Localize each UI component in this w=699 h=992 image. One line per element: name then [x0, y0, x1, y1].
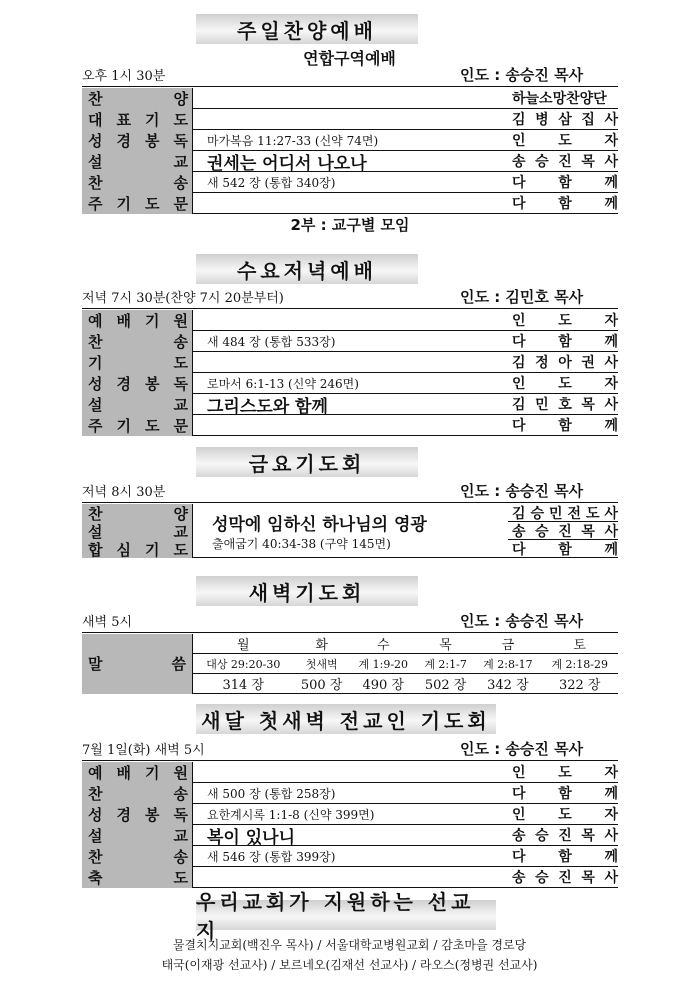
label-char: 찬 — [88, 785, 103, 803]
label-char: 심 — [116, 540, 131, 559]
label-char: 도 — [173, 111, 188, 129]
label-char: 경 — [116, 375, 131, 393]
dawn-day: 월 — [193, 634, 294, 654]
person-char: 다 — [512, 541, 526, 558]
person-char: 아 — [558, 355, 572, 371]
person-char: 께 — [604, 334, 618, 350]
sunday-row-content — [192, 193, 508, 214]
person-char: 함 — [558, 541, 572, 558]
dawn-hymn: 500 장 — [294, 674, 350, 694]
person-char: 다 — [512, 334, 526, 350]
label-char: 기 — [116, 417, 131, 435]
label-char: 성 — [88, 375, 103, 393]
wednesday-row-content: 로마서 6:1-13 (신약 246면) — [192, 373, 508, 394]
missions-line-2: 태국(이재광 선교사) / 보르네오(김재선 선교사) / 라오스(정병권 선교사) — [161, 958, 538, 972]
label-char: 도 — [173, 540, 188, 559]
person-char: 목 — [581, 870, 595, 886]
dawn-hymn: 342 장 — [474, 674, 541, 694]
dawn-hymn: 490 장 — [350, 674, 417, 694]
sunday-row-label — [82, 130, 192, 151]
firstdawn-row-label — [82, 762, 192, 783]
label-char: 설 — [88, 153, 103, 171]
label-char: 예 — [88, 312, 103, 330]
firstdawn-row — [82, 825, 618, 846]
friday-header — [82, 482, 618, 503]
wednesday-row-person — [508, 331, 618, 352]
friday-title: 금요기도회 — [196, 447, 418, 477]
person-char: 께 — [604, 849, 618, 865]
firstdawn-header — [82, 740, 618, 761]
firstdawn-row-content: 새 546 장 (통합 399장) — [192, 846, 508, 867]
label-char: 배 — [116, 764, 131, 782]
wednesday-row-label — [82, 352, 192, 373]
person-char: 사 — [604, 828, 618, 844]
wednesday-row-content: 새 484 장 (통합 533장) — [192, 331, 508, 352]
person-char: 다 — [512, 196, 526, 212]
label-char: 말 — [88, 655, 103, 674]
wednesday-row-label — [82, 331, 192, 352]
sunday-header — [82, 66, 618, 87]
label-char: 주 — [88, 417, 103, 435]
wednesday-row-content: 그리스도와 함께 — [192, 394, 508, 415]
person-char: 사 — [604, 505, 618, 522]
label-char: 성 — [88, 132, 103, 150]
wednesday-row-person — [508, 415, 618, 436]
label-char: 문 — [173, 417, 188, 435]
firstdawn-title: 새달 첫새벽 전교인 기도회 — [196, 704, 496, 734]
firstdawn-row-label — [82, 825, 192, 846]
wednesday-row-content — [192, 352, 508, 373]
sunday-row-person — [508, 151, 618, 172]
person-char: 께 — [604, 541, 618, 558]
sunday-row — [82, 88, 618, 109]
firstdawn-row-label — [82, 846, 192, 867]
person-char: 도 — [558, 376, 572, 392]
sunday-row-content — [192, 109, 508, 130]
person-char: 승 — [535, 154, 549, 170]
person-char: 인 — [512, 765, 526, 781]
person-char: 께 — [604, 175, 618, 191]
person-char: 호 — [558, 397, 572, 413]
wednesday-row — [82, 352, 618, 373]
label-char: 양 — [173, 504, 188, 523]
person-char: 자 — [604, 313, 618, 329]
person-char: 승 — [530, 505, 545, 522]
sunday-row — [82, 172, 618, 193]
wednesday-row-person — [508, 373, 618, 394]
firstdawn-row — [82, 867, 618, 888]
firstdawn-row-person — [508, 867, 618, 888]
label-char: 찬 — [88, 174, 103, 192]
firstdawn-row — [82, 804, 618, 825]
person-char: 인 — [512, 807, 526, 823]
label-char: 축 — [88, 869, 103, 887]
person-char: 다 — [512, 175, 526, 191]
person-char: 송 — [512, 523, 526, 540]
sunday-row-person — [508, 109, 618, 130]
wednesday-header — [82, 288, 618, 309]
person-char: 정 — [535, 355, 549, 371]
wednesday-row — [82, 394, 618, 415]
dawn-day: 목 — [417, 634, 475, 654]
person-char: 다 — [512, 786, 526, 802]
sunday-row-person — [508, 88, 618, 109]
label-char: 봉 — [145, 375, 160, 393]
label-char: 송 — [173, 785, 188, 803]
sunday-row-content — [192, 88, 508, 109]
label-char: 독 — [173, 806, 188, 824]
dawn-day: 수 — [350, 634, 417, 654]
person-char: 사 — [604, 112, 618, 128]
sunday-title: 주일찬양예배 — [196, 14, 418, 44]
missions-title: 우리교회가 지원하는 선교지 — [196, 900, 496, 930]
person-char: 다 — [512, 849, 526, 865]
wednesday-row-person — [508, 394, 618, 415]
label-char: 기 — [145, 764, 160, 782]
label-char: 배 — [116, 312, 131, 330]
person-char: 함 — [558, 334, 572, 350]
person-char: 자 — [604, 765, 618, 781]
person-char: 도 — [558, 133, 572, 149]
friday-sermon-title: 성막에 임하신 하나님의 영광 — [212, 515, 427, 535]
dawn-passage: 첫새벽 — [294, 654, 350, 674]
label-char: 표 — [116, 111, 131, 129]
firstdawn-row-label — [82, 783, 192, 804]
sunday-row — [82, 151, 618, 172]
label-char: 대 — [88, 111, 103, 129]
friday-row-label — [82, 540, 192, 558]
dawn-day: 금 — [474, 634, 541, 654]
person-char: 함 — [558, 418, 572, 434]
person-char: 승 — [535, 523, 549, 540]
person-char: 목 — [581, 397, 595, 413]
person-char: 인 — [512, 376, 526, 392]
wednesday-row-label — [82, 394, 192, 415]
person-char: 송 — [512, 828, 526, 844]
person-char: 인 — [512, 133, 526, 149]
person-char: 민 — [535, 397, 549, 413]
firstdawn-row — [82, 783, 618, 804]
firstdawn-leader: 인도 : 송승진 목사 — [460, 740, 584, 758]
person-char: 도 — [558, 765, 572, 781]
person-char: 자 — [604, 133, 618, 149]
wednesday-row-content — [192, 415, 508, 436]
friday-row-label — [82, 522, 192, 540]
firstdawn-row-person — [508, 762, 618, 783]
label-char: 도 — [173, 354, 188, 372]
firstdawn-time: 7월 1일(화) 새벽 5시 — [82, 743, 205, 758]
label-char: 설 — [88, 522, 103, 541]
label-char: 기 — [145, 111, 160, 129]
person-char: 집 — [581, 112, 595, 128]
sunday-row-person — [508, 130, 618, 151]
label-char: 경 — [116, 806, 131, 824]
sunday-row — [82, 193, 618, 214]
label-char: 문 — [173, 195, 188, 213]
friday-time: 저녁 8시 30분 — [82, 485, 166, 500]
label-char: 찬 — [88, 333, 103, 351]
sunday-row-person — [508, 172, 618, 193]
person-char: 도 — [558, 313, 572, 329]
firstdawn-row-person — [508, 825, 618, 846]
label-char: 원 — [173, 312, 188, 330]
person-char: 께 — [604, 196, 618, 212]
person-char: 송 — [512, 154, 526, 170]
wednesday-row — [82, 331, 618, 352]
person-char: 함 — [558, 175, 572, 191]
label-char: 봉 — [145, 806, 160, 824]
person-char: 사 — [604, 397, 618, 413]
firstdawn-row-person — [508, 783, 618, 804]
label-char: 기 — [145, 540, 160, 559]
person-char: 승 — [535, 828, 549, 844]
firstdawn-row-person — [508, 804, 618, 825]
label-char: 기 — [88, 354, 103, 372]
person-char: 진 — [558, 828, 572, 844]
label-char: 기 — [145, 312, 160, 330]
missions-line-1: 물결치지교회(백진우 목사) / 서울대학교병원교회 / 감초마을 경로당 — [172, 938, 527, 952]
firstdawn-row-content: 요한계시록 1:1-8 (신약 399면) — [192, 804, 508, 825]
label-char: 봉 — [145, 132, 160, 150]
dawn-leader: 인도 : 송승진 목사 — [460, 612, 584, 630]
person-char: 민 — [548, 505, 563, 522]
person-char: 김 — [512, 112, 526, 128]
dawn-passage: 계 2:8-17 — [474, 654, 541, 674]
label-char: 독 — [173, 132, 188, 150]
wednesday-row-label — [82, 415, 192, 436]
dawn-passage: 대상 29:20-30 — [193, 654, 294, 674]
firstdawn-row — [82, 762, 618, 783]
label-char: 양 — [173, 90, 188, 108]
person-char: 권 — [581, 355, 595, 371]
person-char: 목 — [581, 828, 595, 844]
label-char: 찬 — [88, 504, 103, 523]
label-char: 교 — [173, 153, 188, 171]
label-char: 설 — [88, 396, 103, 414]
label-char: 교 — [173, 827, 188, 845]
person-char: 도 — [558, 807, 572, 823]
firstdawn-row — [82, 846, 618, 867]
label-char: 씀 — [171, 655, 186, 674]
dawn-header — [82, 612, 618, 633]
person-char: 함 — [558, 849, 572, 865]
firstdawn-row-label — [82, 867, 192, 888]
friday-row-label — [82, 504, 192, 522]
wednesday-row — [82, 310, 618, 331]
label-char: 합 — [88, 540, 103, 559]
dawn-hymn: 502 장 — [417, 674, 475, 694]
label-char: 교 — [173, 396, 188, 414]
dawn-label — [82, 634, 193, 694]
sunday-leader: 인도 : 송승진 목사 — [460, 66, 584, 84]
dawn-hymn: 314 장 — [193, 674, 294, 694]
sunday-row-label — [82, 172, 192, 193]
person-char: 인 — [512, 313, 526, 329]
person-char: 김 — [512, 355, 526, 371]
person-char: 김 — [512, 505, 526, 522]
person-char: 진 — [558, 870, 572, 886]
label-char: 독 — [173, 375, 188, 393]
wednesday-row-label — [82, 310, 192, 331]
person-char: 자 — [604, 807, 618, 823]
label-char: 도 — [173, 869, 188, 887]
dawn-day: 화 — [294, 634, 350, 654]
sunday-row-label — [82, 151, 192, 172]
wednesday-row-person — [508, 310, 618, 331]
label-char: 도 — [145, 417, 160, 435]
friday-scripture: 출애굽기 40:34-38 (구약 145면) — [212, 537, 391, 551]
person-char: 삼 — [558, 112, 572, 128]
person-char: 께 — [604, 418, 618, 434]
dawn-day: 토 — [541, 634, 618, 654]
label-char: 성 — [88, 806, 103, 824]
friday-leader: 인도 : 송승진 목사 — [460, 482, 584, 500]
person-char: 하늘소망찬양단 — [512, 91, 607, 107]
sunday-row — [82, 109, 618, 130]
firstdawn-row-content — [192, 867, 508, 888]
person-char: 전 — [567, 505, 581, 522]
person-char: 진 — [558, 523, 572, 540]
label-char: 도 — [145, 195, 160, 213]
dawn-hymn: 322 장 — [541, 674, 618, 694]
person-char: 김 — [512, 397, 526, 413]
person-char: 승 — [535, 870, 549, 886]
person-char: 진 — [558, 154, 572, 170]
person-char: 자 — [604, 376, 618, 392]
sunday-row-label — [82, 88, 192, 109]
wednesday-row-label — [82, 373, 192, 394]
dawn-passage: 계 1:9-20 — [350, 654, 417, 674]
sunday-row-content: 마가복음 11:27-33 (신약 74면) — [192, 130, 508, 151]
sunday-subtitle: 연합구역예배 — [303, 49, 396, 68]
dawn-passage: 계 2:18-29 — [541, 654, 618, 674]
dawn-passage: 계 2:1-7 — [417, 654, 475, 674]
label-char: 찬 — [88, 90, 103, 108]
label-char: 경 — [116, 132, 131, 150]
person-char: 사 — [604, 154, 618, 170]
person-char: 께 — [604, 786, 618, 802]
person-char: 사 — [604, 870, 618, 886]
person-char: 도 — [585, 505, 600, 522]
person-char: 함 — [558, 786, 572, 802]
label-char: 송 — [173, 848, 188, 866]
person-char: 다 — [512, 418, 526, 434]
sunday-row-content: 새 542 장 (통합 340장) — [192, 172, 508, 193]
dawn-schedule-table — [82, 634, 618, 694]
firstdawn-row-content: 새 500 장 (통합 258장) — [192, 783, 508, 804]
person-char: 사 — [604, 523, 618, 540]
sunday-row-person — [508, 193, 618, 214]
firstdawn-row-content: 복이 있나니 — [192, 825, 508, 846]
firstdawn-row-label — [82, 804, 192, 825]
sunday-row-label — [82, 193, 192, 214]
person-char: 사 — [604, 355, 618, 371]
dawn-time: 새벽 5시 — [82, 615, 133, 630]
label-char: 송 — [173, 174, 188, 192]
person-char: 목 — [581, 154, 595, 170]
wednesday-row-content — [192, 310, 508, 331]
sunday-part2: 2부 : 교구별 모임 — [290, 216, 410, 234]
label-char: 기 — [116, 195, 131, 213]
label-char: 주 — [88, 195, 103, 213]
firstdawn-row-person — [508, 846, 618, 867]
person-char: 함 — [558, 196, 572, 212]
label-char: 설 — [88, 827, 103, 845]
sunday-time: 오후 1시 30분 — [82, 69, 166, 84]
wednesday-leader: 인도 : 김민호 목사 — [460, 288, 584, 306]
person-char: 송 — [512, 870, 526, 886]
wednesday-row — [82, 415, 618, 436]
wednesday-title: 수요저녁예배 — [196, 254, 418, 284]
wednesday-row-person — [508, 352, 618, 373]
label-char: 찬 — [88, 848, 103, 866]
firstdawn-row-content — [192, 762, 508, 783]
wednesday-row — [82, 373, 618, 394]
sunday-row-label — [82, 109, 192, 130]
label-char: 원 — [173, 764, 188, 782]
label-char: 송 — [173, 333, 188, 351]
label-char: 교 — [173, 522, 188, 541]
wednesday-time: 저녁 7시 30분(찬양 7시 20분부터) — [82, 291, 284, 306]
dawn-title: 새벽기도회 — [196, 576, 418, 606]
label-char: 예 — [88, 764, 103, 782]
person-char: 목 — [581, 523, 595, 540]
person-char: 병 — [535, 112, 549, 128]
sunday-row-content: 권세는 어디서 나오나 — [192, 151, 508, 172]
